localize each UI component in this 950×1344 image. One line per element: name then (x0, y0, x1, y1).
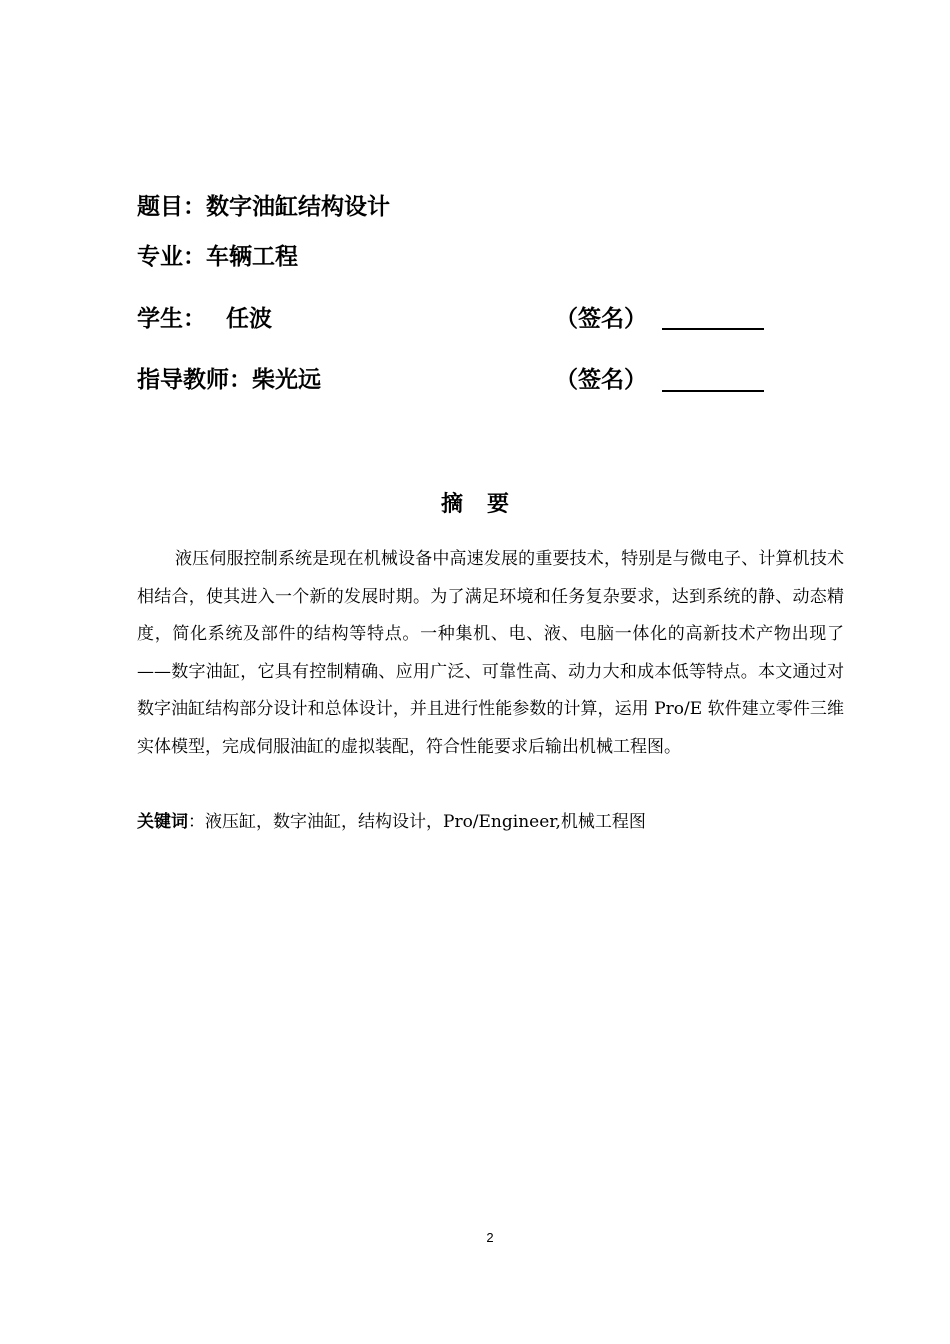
student-signature-line (662, 328, 764, 330)
advisor-line (137, 363, 321, 397)
keywords-label: 关键词 (137, 812, 188, 832)
page-number: 2 (486, 1230, 494, 1245)
advisor-label: 指导教师： (137, 367, 252, 393)
keywords-value: ：液压缸，数字油缸，结构设计，Pro/Engineer,机械工程图 (188, 812, 646, 832)
abstract-heading: 摘要 (440, 491, 533, 517)
title-value: 数字油缸结构设计 (206, 194, 390, 220)
major-line (137, 240, 298, 274)
advisor-value: 柴光远 (252, 367, 321, 393)
major-value: 车辆工程 (206, 244, 298, 270)
student-value: 任波 (226, 306, 272, 332)
student-line (137, 302, 272, 336)
student-label: 学生： (137, 306, 206, 332)
title-label: 题目： (137, 194, 206, 220)
abstract-body: 液压伺服控制系统是现在机械设备中高速发展的重要技术，特别是与微电子、计算机技术相结合，使其进入一个新的发展时期。为了满足环境和任务复杂要求，达到系统的静、动态精度，简化系统及部件的结构等特点。一种集机、电、液、电脑一体化的高新技术产物出现了——数字油缸，它具有控制精确、应用广泛、可靠性高、动力大和成本低等特点。本文通过对数字油缸结构部分设计和总体设计，并且进行性能参数的计算，运用 Pro/E 软件建立零件三维实体模型，完成伺服油缸的虚拟装配，符合性能要求后输出机械工程图。 (137, 549, 844, 757)
advisor-signature-label: （签名） (555, 367, 647, 393)
major-label: 专业： (137, 244, 206, 270)
keywords-line (137, 805, 646, 839)
advisor-signature-line (662, 390, 764, 392)
title-line (137, 190, 390, 224)
student-signature-label: （签名） (555, 306, 647, 332)
